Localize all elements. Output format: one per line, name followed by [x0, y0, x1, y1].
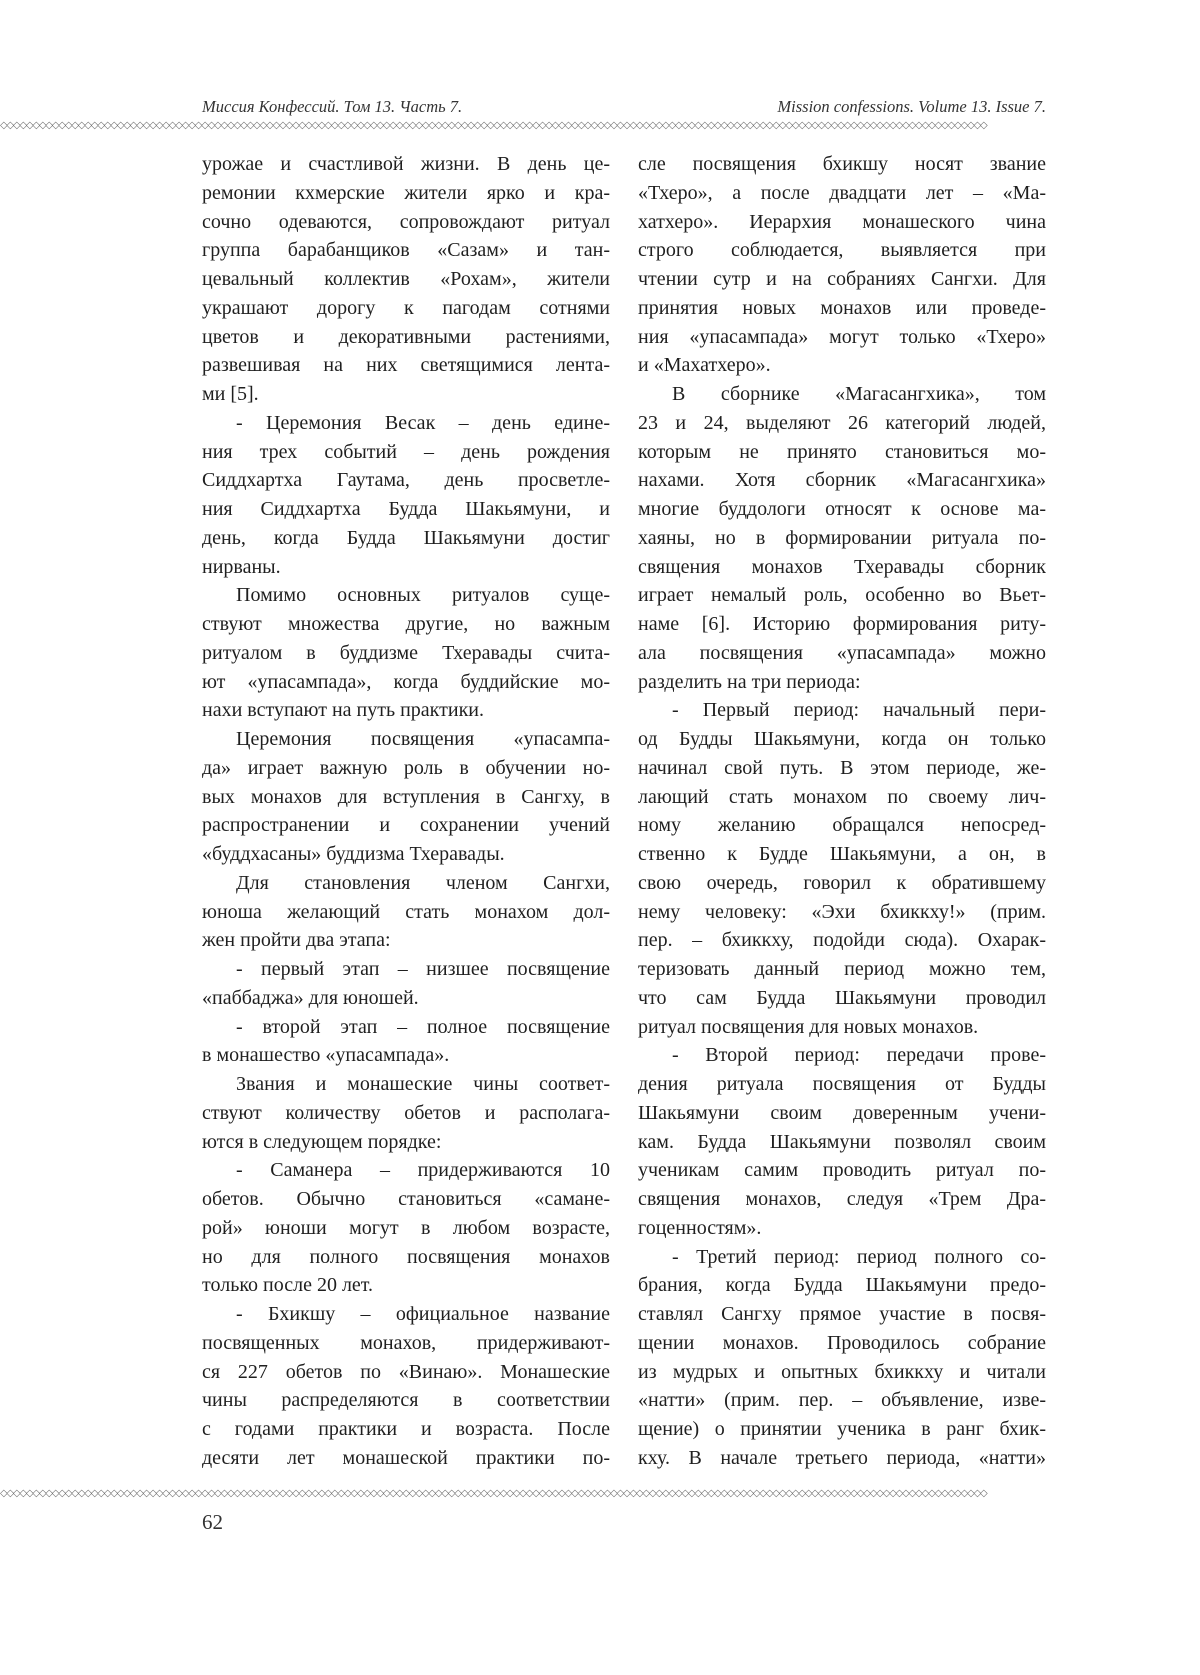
page-number: 62 — [202, 1510, 223, 1534]
journal-title-ru: Миссия Конфессий. Том 13. Часть 7. — [202, 97, 463, 116]
text-line: кам. Будда Шакьямуни позволял своим — [638, 1130, 1046, 1153]
text-line: группа барабанщиков «Сазам» и тан- — [202, 239, 610, 262]
text-line: урожае и счастливой жизни. В день це- — [202, 153, 610, 175]
text-line: цевальный коллектив «Рохам», жители — [202, 268, 610, 290]
text-line: «буддхасаны» буддизма Тхеравады. — [202, 843, 505, 865]
text-line: играет немалый роль, особенно во Вьет- — [638, 584, 1046, 607]
text-line: нахами. Хотя сборник «Магасангхика» — [638, 469, 1046, 492]
text-line: которым не принято становиться мо- — [638, 440, 1046, 463]
text-line: Шакьямуни своим доверенным учени- — [638, 1101, 1046, 1124]
text-line: «паббаджа» для юношей. — [202, 986, 419, 1009]
text-line: наме [6]. Историю формирования риту- — [638, 613, 1046, 635]
text-line: что сам Будда Шакьямуни проводил — [638, 986, 1046, 1009]
text-line: Звания и монашеские чины соответ- — [236, 1073, 610, 1095]
text-line: ния трех событий – день рождения — [202, 440, 610, 463]
text-line: нахи вступают на путь практики. — [202, 699, 485, 722]
text-line: - второй этап – полное посвящение — [236, 1015, 610, 1038]
text-line: вых монахов для вступления в Сангху, в — [202, 785, 610, 808]
text-line: рой» юноши могут в любом возрасте, — [202, 1216, 610, 1239]
footer-ornament-divider: ◇◇◇◇◇◇◇◇◇◇◇◇◇◇◇◇◇◇◇◇◇◇◇◇◇◇◇◇◇◇◇◇◇◇◇◇◇◇◇◇◇◇◇◇◇◇◇◇◇◇◇◇◇◇◇◇◇◇◇◇◇◇◇◇◇◇◇◇◇◇◇◇◇◇◇◇◇◇◇◇◇◇◇◇◇◇◇◇◇◇◇◇◇◇◇◇◇◇◇◇◇◇◇◇◇◇◇◇◇◇◇◇◇◇◇◇◇◇◇◇◇◇◇◇◇◇◇◇◇◇◇◇◇◇◇◇◇◇◇◇◇◇◇◇◇◇◇◇◇◇◇◇ — [0, 1488, 987, 1499]
text-line: ния Сиддхартха Будда Шакьямуни, и — [202, 498, 610, 520]
text-line: свою очередь, говорил к обратившему — [638, 871, 1046, 894]
text-line: в монашество «упасампада». — [202, 1044, 450, 1067]
text-line: брания, когда Будда Шакьямуни предо- — [638, 1274, 1046, 1297]
text-line: Церемония посвящения «упасампа- — [236, 728, 610, 750]
text-line: лающий стать монахом по своему лич- — [638, 785, 1046, 808]
text-line: ритуалом в буддизме Тхеравады счита- — [202, 641, 610, 664]
text-line: чины распределяются в соответствии — [202, 1389, 610, 1412]
text-line: ритуал посвящения для новых монахов. — [638, 1015, 979, 1038]
text-line: щение) о принятии ученика в ранг бхик- — [638, 1418, 1046, 1440]
text-line: ученикам самим проводить ритуал по- — [638, 1159, 1046, 1182]
text-line: В сборнике «Магасангхика», том — [672, 383, 1046, 405]
text-line: щении монахов. Проводилось собрание — [638, 1331, 1046, 1354]
text-line: ся 227 обетов по «Винаю». Монашеские — [202, 1360, 610, 1383]
text-line: ремонии кхмерские жители ярко и кра- — [202, 181, 610, 204]
text-line: пер. – бхиккху, подойди сюда). Охарак- — [638, 929, 1046, 952]
text-line: хаяны, но в формировании ритуала по- — [638, 526, 1046, 549]
text-line: Помимо основных ритуалов суще- — [236, 584, 610, 607]
text-line: «натти» (прим. пер. – объявление, изве- — [638, 1389, 1046, 1412]
text-line: чтении сутр и на собраниях Сангхи. Для — [638, 268, 1046, 290]
text-line: дения ритуала посвящения от Будды — [638, 1073, 1046, 1095]
text-line: хатхеро». Иерархия монашеского чина — [638, 210, 1046, 233]
right-text-column — [638, 150, 1046, 1473]
text-line: с годами практики и возраста. После — [202, 1418, 610, 1440]
text-line: Сиддхартха Гаутама, день просветле- — [202, 469, 610, 492]
text-line: разделить на три периода: — [638, 670, 861, 693]
text-line: развешивая на них светящимися лента- — [202, 354, 610, 377]
text-line: - первый этап – низшее посвящение — [236, 958, 610, 980]
text-line: сочно одеваются, сопровождают ритуал — [202, 210, 610, 233]
text-line: ственно к Будде Шакьямуни, а он, в — [638, 843, 1046, 865]
text-line: нему человеку: «Эхи бхиккху!» (прим. — [638, 900, 1046, 923]
text-line: жен пройти два этапа: — [202, 929, 391, 952]
left-text-column — [202, 150, 610, 1473]
text-line: цветов и декоративными растениями, — [202, 325, 610, 348]
text-line: начинал свой путь. В этом периоде, же- — [638, 756, 1046, 779]
text-line: но для полного посвящения монахов — [202, 1245, 610, 1268]
text-line: ала посвящения «упасампада» можно — [638, 641, 1046, 664]
text-line: - Третий период: период полного со- — [672, 1245, 1046, 1268]
text-line: сле посвящения бхикшу носят звание — [638, 153, 1046, 175]
text-line: «Тхеро», а после двадцати лет – «Ма- — [638, 181, 1046, 204]
text-line: ми [5]. — [202, 383, 259, 405]
text-line: - Первый период: начальный пери- — [672, 699, 1046, 722]
text-line: кху. В начале третьего периода, «натти» — [638, 1446, 1046, 1469]
text-line: распространении и сохранении учений — [202, 814, 610, 837]
text-line: 23 и 24, выделяют 26 категорий людей, — [638, 411, 1046, 434]
text-line: теризовать данный период можно тем, — [638, 958, 1046, 980]
text-line: нирваны. — [202, 555, 281, 578]
text-line: строго соблюдается, выявляется при — [638, 239, 1046, 262]
text-line: украшают дорогу к пагодам сотнями — [202, 296, 610, 319]
text-line: обетов. Обычно становиться «самане- — [202, 1188, 610, 1210]
text-line: из мудрых и опытных бхиккху и читали — [638, 1360, 1046, 1383]
text-line: юноша желающий стать монахом дол- — [202, 900, 610, 923]
text-line: принятия новых монахов или проведе- — [638, 296, 1046, 319]
text-line: только после 20 лет. — [202, 1274, 374, 1297]
text-line: ют «упасампада», когда буддийские мо- — [202, 670, 610, 693]
text-line: и «Махатхеро». — [638, 354, 771, 377]
header-ornament-divider: ◇◇◇◇◇◇◇◇◇◇◇◇◇◇◇◇◇◇◇◇◇◇◇◇◇◇◇◇◇◇◇◇◇◇◇◇◇◇◇◇◇◇◇◇◇◇◇◇◇◇◇◇◇◇◇◇◇◇◇◇◇◇◇◇◇◇◇◇◇◇◇◇◇◇◇◇◇◇◇◇◇◇◇◇◇◇◇◇◇◇◇◇◇◇◇◇◇◇◇◇◇◇◇◇◇◇◇◇◇◇◇◇◇◇◇◇◇◇◇◇◇◇◇◇◇◇◇◇◇◇◇◇◇◇◇◇◇◇◇◇◇◇◇◇◇◇◇◇◇◇◇◇ — [0, 120, 987, 131]
text-line: - Саманера – придерживаются 10 — [236, 1159, 610, 1182]
text-line: ния «упасампада» могут только «Тхеро» — [638, 325, 1046, 348]
text-line: Для становления членом Сангхи, — [236, 871, 610, 894]
text-line: од Будды Шакьямуни, когда он только — [638, 728, 1046, 750]
text-line: посвященных монахов, придерживают- — [202, 1331, 610, 1354]
text-line: - Церемония Весак – день единe- — [236, 411, 610, 434]
text-line: ются в следующем порядке: — [202, 1130, 442, 1153]
text-line: ствуют множества другие, но важным — [202, 613, 610, 635]
text-line: да» играет важную роль в обучении но- — [202, 756, 610, 779]
text-line: - Бхикшу – официальное название — [236, 1303, 610, 1325]
text-line: гоценностям». — [638, 1216, 762, 1239]
text-line: многие буддологи относят к основе ма- — [638, 498, 1046, 520]
text-line: ставлял Сангху прямое участие в посвя- — [638, 1303, 1046, 1325]
running-header — [202, 97, 1046, 121]
journal-title-en: Mission confessions. Volume 13. Issue 7. — [777, 97, 1046, 116]
text-line: ному желанию обращался непосред- — [638, 814, 1046, 837]
text-line: священия монахов, следуя «Трем Дра- — [638, 1188, 1046, 1210]
text-line: - Второй период: передачи прове- — [672, 1044, 1046, 1067]
text-line: ствуют количеству обетов и располага- — [202, 1101, 610, 1124]
text-line: день, когда Будда Шакьямуни достиг — [202, 526, 610, 549]
text-line: десяти лет монашеской практики по- — [202, 1446, 610, 1469]
text-line: священия монахов Тхеравады сборник — [638, 555, 1046, 578]
